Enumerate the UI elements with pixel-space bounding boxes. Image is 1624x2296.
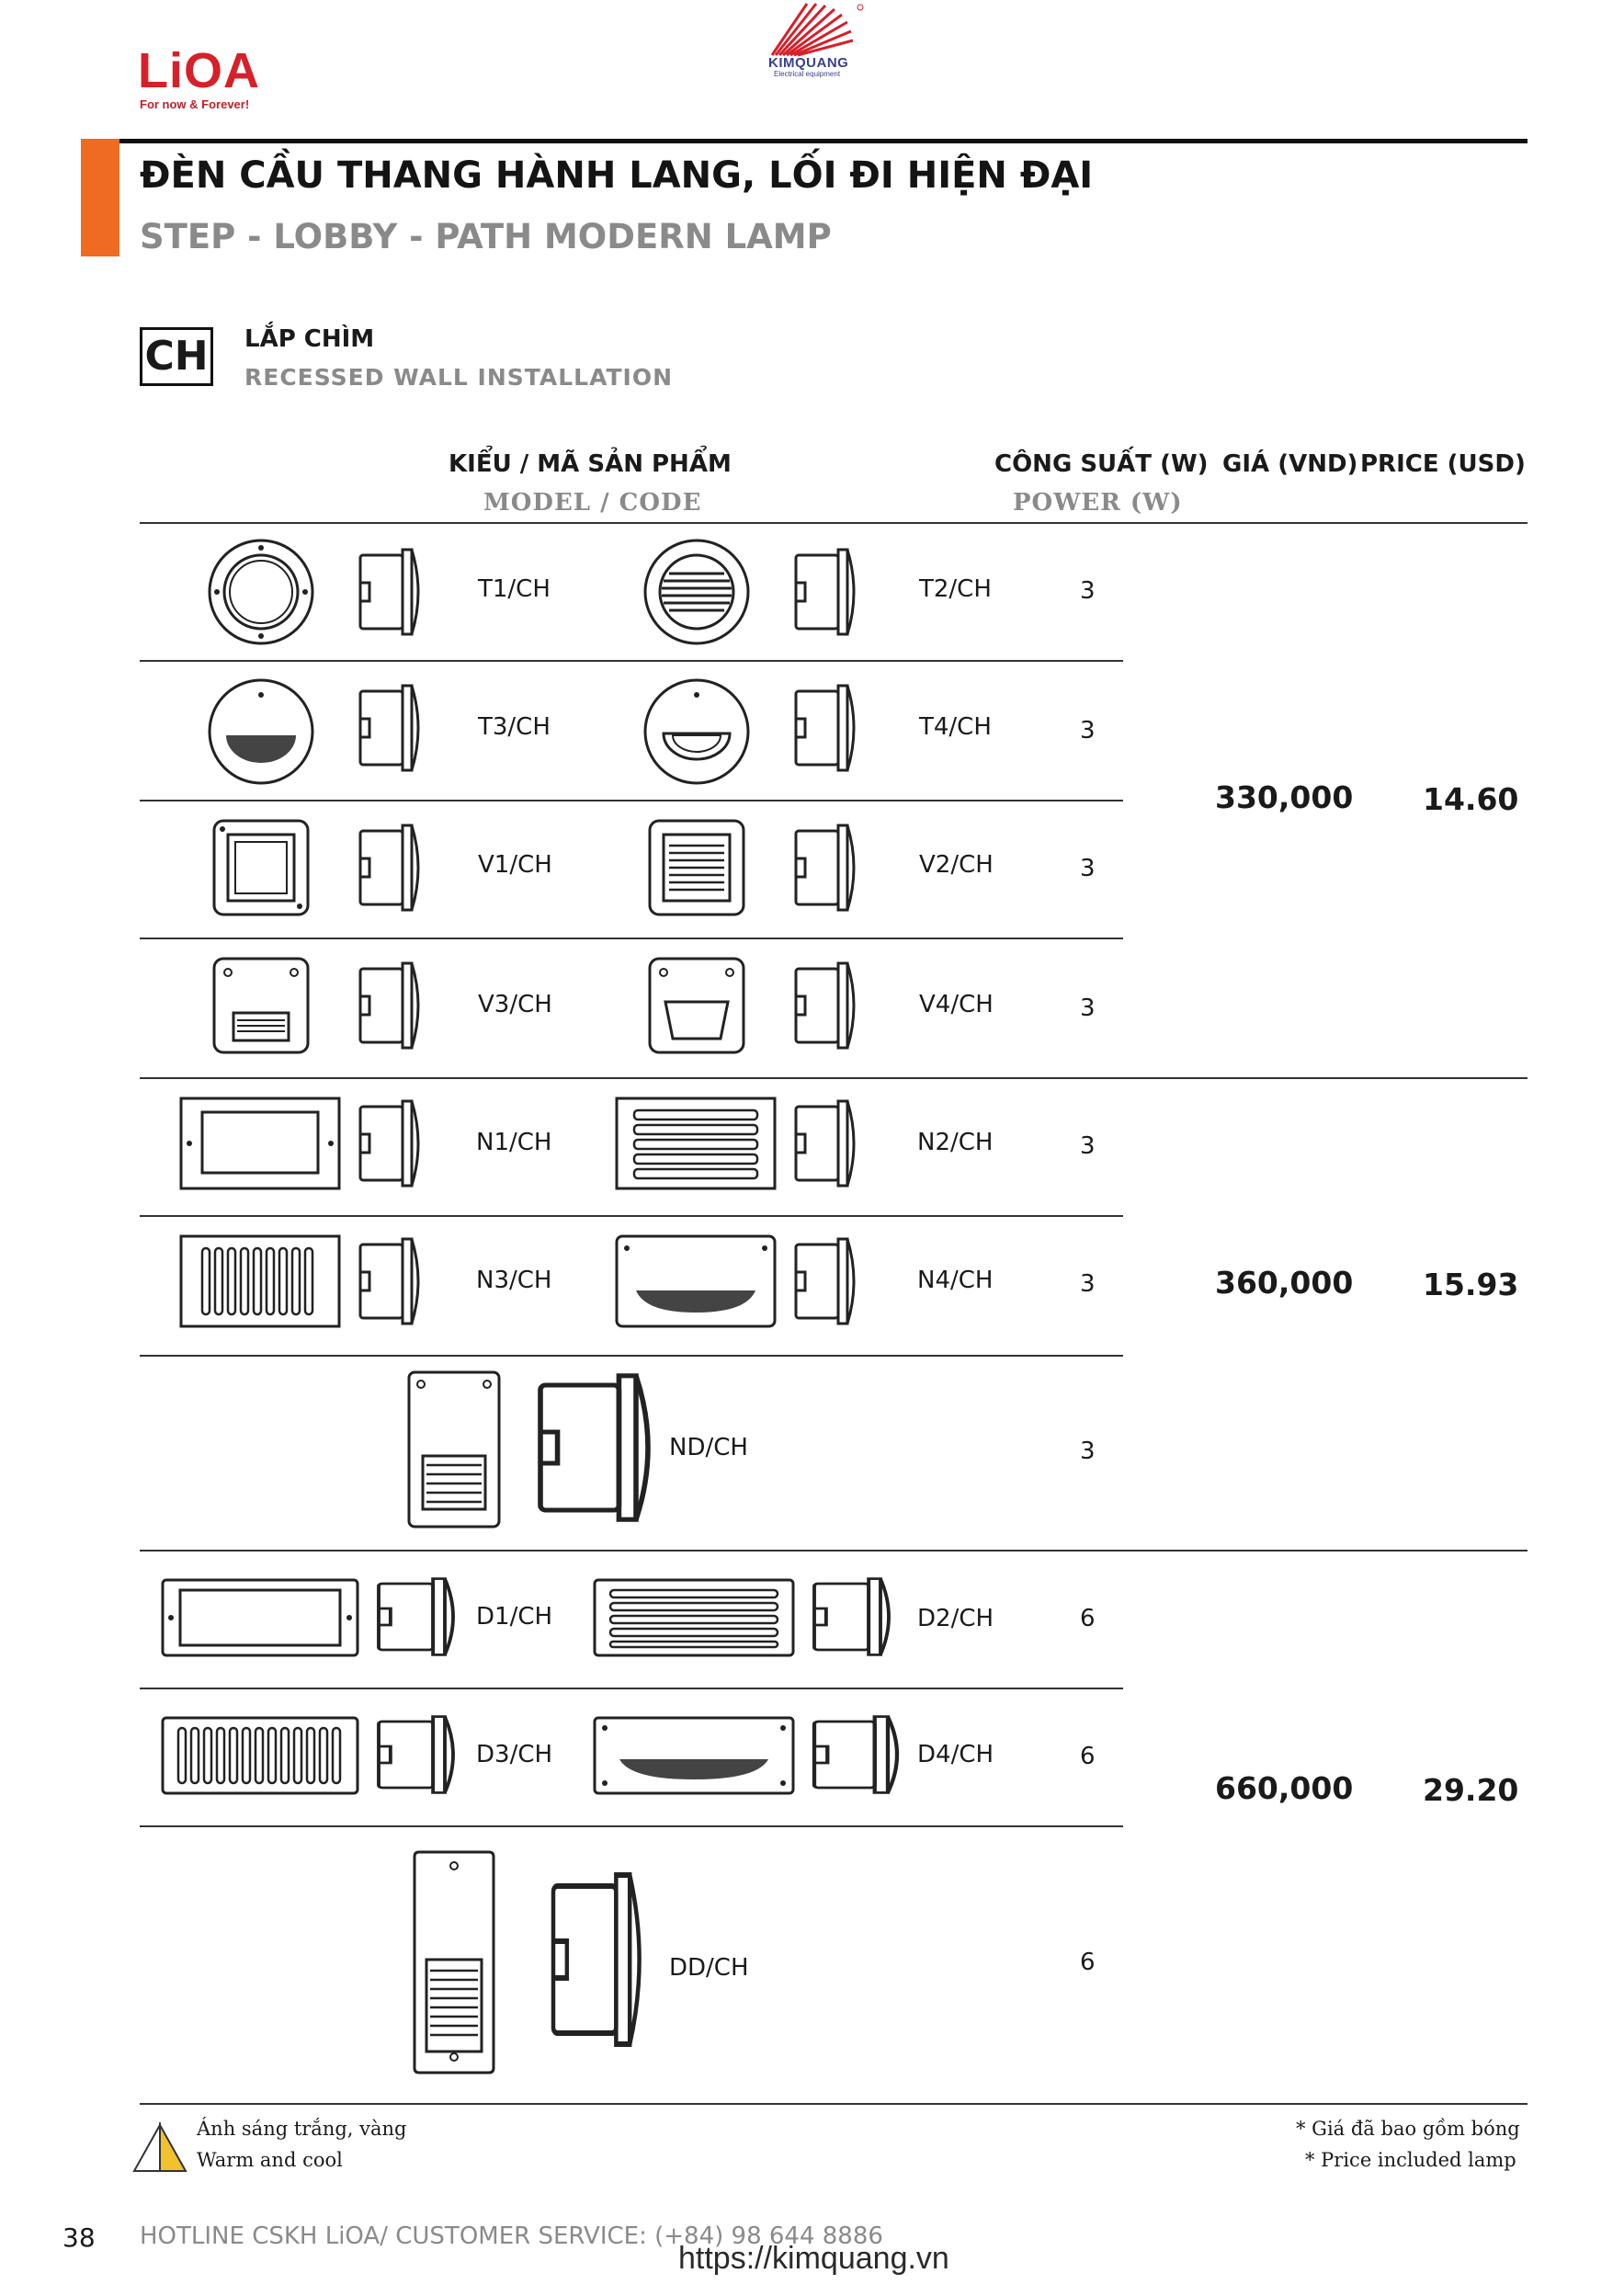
d4-side-icon bbox=[814, 1713, 906, 1796]
code-t3: T3/CH bbox=[478, 713, 551, 741]
d3-side-icon bbox=[379, 1713, 461, 1796]
header-model-en: MODEL / CODE bbox=[483, 489, 702, 517]
group-divider bbox=[140, 1550, 1527, 1552]
power-v12: 3 bbox=[1080, 855, 1096, 882]
group-divider bbox=[140, 1077, 1527, 1079]
n1-side-icon bbox=[360, 1097, 452, 1189]
header-power-en: POWER (W) bbox=[1013, 489, 1183, 517]
lioa-logo: LiOA bbox=[138, 43, 260, 98]
v4-side-icon bbox=[796, 960, 869, 1061]
nd-side-icon bbox=[540, 1370, 660, 1526]
d4-front-icon bbox=[592, 1715, 796, 1796]
n3-front-icon bbox=[178, 1233, 342, 1329]
section-title-en: RECESSED WALL INSTALLATION bbox=[244, 364, 674, 391]
n4-side-icon bbox=[796, 1235, 897, 1327]
code-d2: D2/CH bbox=[917, 1605, 994, 1632]
t4-side-icon bbox=[796, 682, 869, 783]
power-dd: 6 bbox=[1080, 1949, 1096, 1976]
n3-side-icon bbox=[360, 1235, 452, 1327]
code-d3: D3/CH bbox=[476, 1741, 553, 1768]
price-note-vi: * Giá đã bao gồm bóng bbox=[1296, 2118, 1520, 2140]
code-dd: DD/CH bbox=[669, 1954, 749, 1982]
v3-side-icon bbox=[360, 960, 434, 1061]
t1-side-icon bbox=[360, 546, 425, 638]
d2-front-icon bbox=[592, 1577, 796, 1658]
power-v34: 3 bbox=[1080, 995, 1096, 1022]
warm-cool-light-icon bbox=[132, 2121, 187, 2173]
kimquang-subtitle: Electrical equipment bbox=[774, 70, 841, 78]
row-divider bbox=[140, 1215, 1123, 1217]
row-divider bbox=[140, 660, 1123, 662]
power-d12: 6 bbox=[1080, 1605, 1096, 1632]
code-n3: N3/CH bbox=[476, 1267, 552, 1294]
t4-front-icon bbox=[642, 676, 752, 787]
power-nd: 3 bbox=[1080, 1438, 1096, 1465]
top-rule bbox=[83, 139, 1527, 143]
light-note-en: Warm and cool bbox=[197, 2149, 343, 2171]
section-title-vi: LẮP CHÌM bbox=[244, 325, 375, 353]
n4-front-icon bbox=[614, 1233, 778, 1329]
v2-side-icon bbox=[796, 822, 860, 914]
price-note-en: * Price included lamp bbox=[1305, 2149, 1516, 2171]
hotline: HOTLINE CSKH LiOA/ CUSTOMER SERVICE: (+84) 98 644 8886 bbox=[140, 2222, 883, 2250]
n1-front-icon bbox=[178, 1096, 342, 1191]
code-n4: N4/CH bbox=[917, 1267, 994, 1294]
row-divider bbox=[140, 1355, 1123, 1357]
code-t1: T1/CH bbox=[478, 575, 551, 603]
footer-rule bbox=[140, 2103, 1527, 2105]
page-title-en: STEP - LOBBY - PATH MODERN LAMP bbox=[140, 217, 832, 256]
code-d1: D1/CH bbox=[476, 1603, 553, 1631]
power-t: 3 bbox=[1080, 577, 1096, 605]
kimquang-name: KIMQUANG bbox=[768, 55, 849, 71]
t2-front-icon bbox=[642, 537, 752, 647]
row-divider bbox=[140, 800, 1123, 801]
code-v3: V3/CH bbox=[478, 991, 552, 1018]
t3-front-icon bbox=[206, 676, 316, 787]
dd-front-icon bbox=[412, 1849, 496, 2075]
page-number: 38 bbox=[62, 2222, 96, 2253]
website-link[interactable]: https://kimquang.vn bbox=[678, 2241, 949, 2276]
price-vnd-group3: 660,000 bbox=[1215, 1770, 1354, 1806]
row-divider bbox=[140, 1688, 1123, 1689]
header-price-usd: PRICE (USD) bbox=[1360, 450, 1526, 478]
t1-front-icon bbox=[206, 537, 316, 647]
lioa-tagline: For now & Forever! bbox=[140, 97, 250, 111]
d1-front-icon bbox=[160, 1577, 360, 1658]
price-usd-group3: 29.20 bbox=[1423, 1772, 1519, 1808]
power-n34: 3 bbox=[1080, 1270, 1096, 1298]
section-badge: CH bbox=[140, 327, 213, 386]
code-t2: T2/CH bbox=[919, 575, 992, 603]
price-vnd-group2: 360,000 bbox=[1215, 1265, 1354, 1301]
code-n2: N2/CH bbox=[917, 1129, 994, 1156]
page-title-vi: ĐÈN CẦU THANG HÀNH LANG, LỐI ĐI HIỆN ĐẠI bbox=[140, 154, 1094, 197]
orange-accent-bar bbox=[81, 139, 119, 256]
d2-side-icon bbox=[814, 1575, 897, 1658]
row-divider bbox=[140, 1825, 1123, 1827]
n2-front-icon bbox=[614, 1096, 778, 1191]
row-divider bbox=[140, 938, 1123, 939]
nd-front-icon bbox=[406, 1370, 502, 1529]
power-t34: 3 bbox=[1080, 717, 1096, 744]
code-v4: V4/CH bbox=[919, 991, 994, 1018]
power-d34: 6 bbox=[1080, 1743, 1096, 1770]
code-t4: T4/CH bbox=[919, 713, 992, 741]
v4-front-icon bbox=[647, 956, 746, 1055]
price-usd-group2: 15.93 bbox=[1423, 1267, 1519, 1302]
code-d4: D4/CH bbox=[917, 1741, 994, 1768]
price-usd-group1: 14.60 bbox=[1423, 781, 1519, 817]
light-note-vi: Ánh sáng trắng, vàng bbox=[197, 2118, 407, 2140]
t2-side-icon bbox=[796, 546, 860, 638]
header-power-vi: CÔNG SUẤT (W) bbox=[994, 450, 1209, 478]
dd-side-icon bbox=[553, 1868, 649, 2052]
price-vnd-group1: 330,000 bbox=[1215, 779, 1354, 815]
code-v2: V2/CH bbox=[919, 851, 994, 879]
code-v1: V1/CH bbox=[478, 851, 552, 879]
v1-side-icon bbox=[360, 822, 425, 914]
d3-front-icon bbox=[160, 1715, 360, 1796]
header-rule bbox=[140, 522, 1527, 524]
power-n12: 3 bbox=[1080, 1132, 1096, 1160]
v1-front-icon bbox=[211, 818, 311, 917]
n2-side-icon bbox=[796, 1097, 888, 1189]
header-model-vi: KIỂU / MÃ SẢN PHẨM bbox=[449, 450, 732, 478]
code-n1: N1/CH bbox=[476, 1129, 552, 1156]
code-nd: ND/CH bbox=[669, 1434, 748, 1461]
d1-side-icon bbox=[379, 1575, 461, 1658]
v2-front-icon bbox=[647, 818, 746, 917]
header-price-vnd: GIÁ (VND) bbox=[1222, 450, 1358, 478]
v3-front-icon bbox=[211, 956, 311, 1055]
t3-side-icon bbox=[360, 682, 434, 783]
